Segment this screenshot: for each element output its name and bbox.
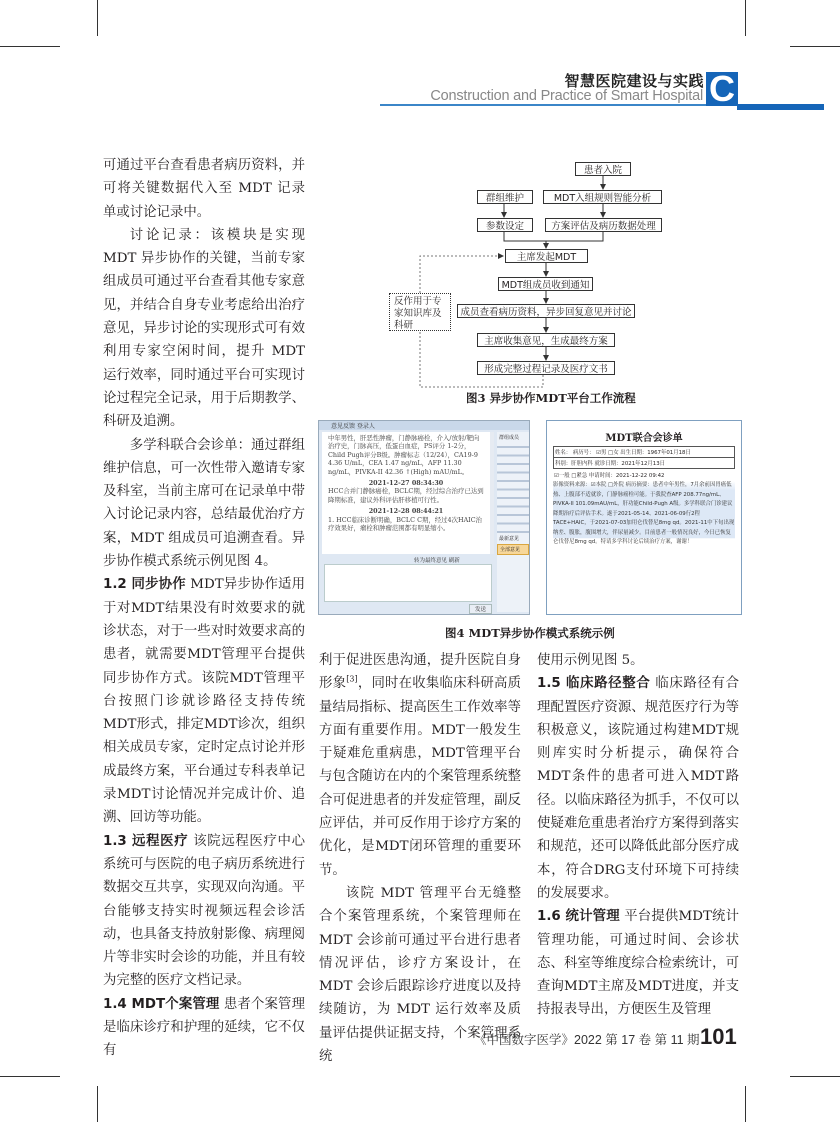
section-heading: 1.5 临床路径整合: [537, 676, 651, 692]
section-1-2: [103, 573, 305, 829]
send-button[interactable]: 发送: [469, 604, 492, 614]
panel-title: 群组成员: [499, 435, 520, 441]
text: ，同时在收集临床科研高质量结局指标、提高医生工作效率等方面有重要作用。MDT一般发生于疑难危重病患，MDT管理平台与包含随访在内的个案管理系统整合可促进患者的并发症管理，副反应评估，并可反作用于诊疗方案的优化，是MDT闭环管理的重要环节。: [319, 676, 522, 878]
section-heading: 1.6 统计管理: [537, 909, 620, 925]
section-heading: 1.4 MDT个案管理: [103, 996, 220, 1012]
section-1-3: [103, 830, 305, 993]
feedback-window: [318, 420, 530, 615]
form-row: ☑一般 □紧急 申请时间：2021-12-22 09:42: [554, 473, 665, 479]
flow-node-plan-evaluation: 方案评估及病历数据处理: [545, 218, 662, 232]
section-body: MDT异步协作适用于对MDT结果没有时效要求的就诊状态，对于一些对时效要求高的患者，就需要MDT管理平台提供同步协作方式。该院MDT管理平台按照门诊就诊路径支持传统MDT形式，排定MDT诊次，组织相关成员专家，定时定点讨论并形成最终方案，平台通过专科表单记录MDT讨论情况并完成计价、追溯、回访等功能。: [103, 577, 305, 826]
flow-node-records: 形成完整过程记录及医疗文书: [477, 361, 615, 375]
flow-node-patient-admission: 患者入院: [575, 162, 631, 176]
section-body: 患者个案管理是临床诊疗和护理的延续，它不仅有: [103, 996, 305, 1059]
latest-opinion-button[interactable]: 最新意见: [499, 536, 520, 542]
form-body: 影像资料来源：☑本院 □外院 病历摘要：患者中年男性，7月余前因胃癌低热、上腹部不适就诊，门静脉癌栓可能。于我院查AFP 208.77ng/mL、PIVKA-II 101.09mAU/mL，肝功能Child-Pugh A级。多学科联合门诊建议降期治疗后评估手术。遂于2021-05-14、2021-06-09行2程TACE+HAIC，于2021-07-03加用仑伐替尼8mg qd。2021-11中下旬出现纳差、腹胀，腹围增大，伴尿量减少。目前患者一般情况良好，今日已恢复仑伐替尼8mg qd。特请多学科讨论后续治疗方案，谢谢！: [553, 481, 735, 548]
flow-node-group-maintenance: 群组维护: [477, 190, 533, 204]
text: 利于促进医患沟通，提升医院自身形象: [319, 653, 521, 692]
form-row: 姓名： 病历号： ☑男 □女 出生日期：1967年01月18日: [553, 446, 735, 458]
member-list: [497, 443, 529, 533]
form-row: 科别：肝胆内科 就诊日期：2021年12月13日: [553, 458, 735, 469]
section-badge: C: [706, 72, 738, 106]
discussion-time: 2021-12-27 08:34:30: [368, 479, 444, 488]
paragraph: 可通过平台查看患者病历资料，并可将关键数据代入至 MDT 记录单或讨论记录中。: [103, 158, 305, 220]
flow-node-chair-initiates: 主席发起MDT: [505, 249, 588, 263]
figure-3-caption: 图3 异步协作MDT平台工作流程: [466, 391, 636, 405]
mdt-consultation-form: [546, 420, 742, 615]
figure-4-caption: 图4 MDT异步协作模式系统示例: [445, 626, 615, 640]
flowchart-connectors: [0, 0, 840, 420]
member-panel: [497, 432, 529, 612]
citation: [3]: [346, 674, 358, 684]
section-heading: 1.3 远程医疗: [103, 833, 189, 849]
text-column-right: [537, 649, 739, 1022]
running-header-title: 智慧医院建设与实践: [564, 72, 704, 90]
reply-input[interactable]: [324, 564, 492, 602]
paragraph: 讨论记录：该模块是实现 MDT 异步协作的关键，当前专家组成员可通过平台查看其他专家意见，并结合自身专业考虑给出治疗意见，异步讨论的实现形式可有效利用专家空闲时间，提升 MDT 运行效率，同时通过平台可实现讨论过程完全记录，用于后期教学、科研及追溯。: [103, 227, 305, 430]
section-body: 平台提供MDT统计管理功能，可通过时间、会诊状态、科室等维度综合检索统计，可查询MDT主席及MDT进度，并支持报表导出，方便医生及管理: [537, 909, 739, 1018]
window-titlebar: 意见反馈 登录人: [319, 421, 529, 430]
discussion-time: 2021-12-28 08:44:21: [368, 507, 444, 516]
section-1-4: [103, 993, 305, 1063]
flow-feedback-box: 反作用于专家知识库及科研: [389, 293, 451, 331]
section-heading: 1.2 同步协作: [103, 577, 186, 593]
form-title: MDT联合会诊单: [605, 433, 683, 444]
crop-mark: [745, 1086, 746, 1122]
page-number: 101: [700, 1024, 737, 1049]
section-body: 临床路径有合理配置医疗资源、规范医疗行为等积极意义，该院通过构建MDT规则库实时分析提示，确保符合MDT条件的患者可进入MDT路径。以临床路径为抓手，不仅可以使疑难危重患者治疗方案得到落实和规范，还可以降低此部分医疗成本，符合DRG支付环境下可持续的发展要求。: [537, 676, 739, 901]
paragraph: [319, 649, 521, 882]
section-1-5: [537, 672, 739, 905]
paragraph: 该院 MDT 管理平台无缝整合个案管理系统，个案管理师在 MDT 会诊前可通过平台进行患者情况评估，诊疗方案设计，在 MDT 会诊后跟踪诊疗进度以及持续随访，为 MDT 运行效率及质量评估提供证据支持，个案管理系统: [319, 885, 521, 1065]
crop-mark: [97, 1086, 98, 1122]
discussion-entry: 1. HCC临床诊断明确，BCLC C期，经过4次HAIC治疗效果好，瘤栓和肿瘤范围都有明显缩小。: [328, 515, 482, 533]
flow-node-members-notified: MDT组成员收到通知: [498, 277, 593, 291]
discussion-entry: 中年男性，肝恶性肿瘤，门静脉癌栓，介入/放射/靶向治疗史，门脉高压，低蛋白血症，PS评分 1-2分，Child Pugh评分B级。肿瘤标志（12/24），CA19-9 4.36 U/mL，CEA 1.47 ng/mL，AFP 11.30 ng/mL，PIVKA-II 42.36 ↑(High) mAU/mL。: [328, 434, 480, 476]
all-opinion-button[interactable]: 全部意见: [497, 544, 529, 555]
flow-node-rule-analysis: MDT入组规则智能分析: [543, 190, 662, 204]
running-header-subtitle: Construction and Practice of Smart Hospital: [430, 88, 703, 104]
discussion-entry: HCC合并门静脉癌栓，BCLC期，经过综合治疗已达到降期标准，建议外科评估肝移植可行性。: [328, 487, 484, 504]
flow-node-async-discussion: 成员查看病历资料，异步回复意见并讨论: [457, 304, 635, 318]
section-body: 该院远程医疗中心系统可与医院的电子病历系统进行数据交互共享，实现双向沟通。平台能够支持实时视频远程会诊活动，也具备支持放射影像、病理阅片等非实时会诊的功能，并且有较为完整的医疗文档记录。: [103, 833, 305, 989]
crop-mark: [790, 1076, 840, 1077]
crop-mark: [0, 1076, 60, 1077]
reply-toolbar[interactable]: 转为最终意见 刷新: [414, 558, 460, 564]
text-column-middle: [319, 649, 521, 1068]
flow-node-parameter-setting: 参数设定: [477, 218, 533, 232]
journal-footer: 《中国数字医学》2022 第 17 卷 第 11 期: [474, 1033, 700, 1047]
flow-node-final-plan: 主席收集意见，生成最终方案: [477, 333, 615, 347]
scrollbar[interactable]: [490, 432, 494, 554]
discussion-log: [322, 432, 490, 554]
paragraph: 使用示例见图 5。: [537, 653, 644, 668]
section-1-6: [537, 905, 739, 1021]
paragraph: 多学科联合会诊单：通过群组维护信息，可一次性带入邀请专家及科室，当前主席可在记录单中带入讨论记录内容，总结最优治疗方案，MDT 组成员可追溯查看。异步协作模式系统示例见图 4。: [103, 437, 305, 570]
